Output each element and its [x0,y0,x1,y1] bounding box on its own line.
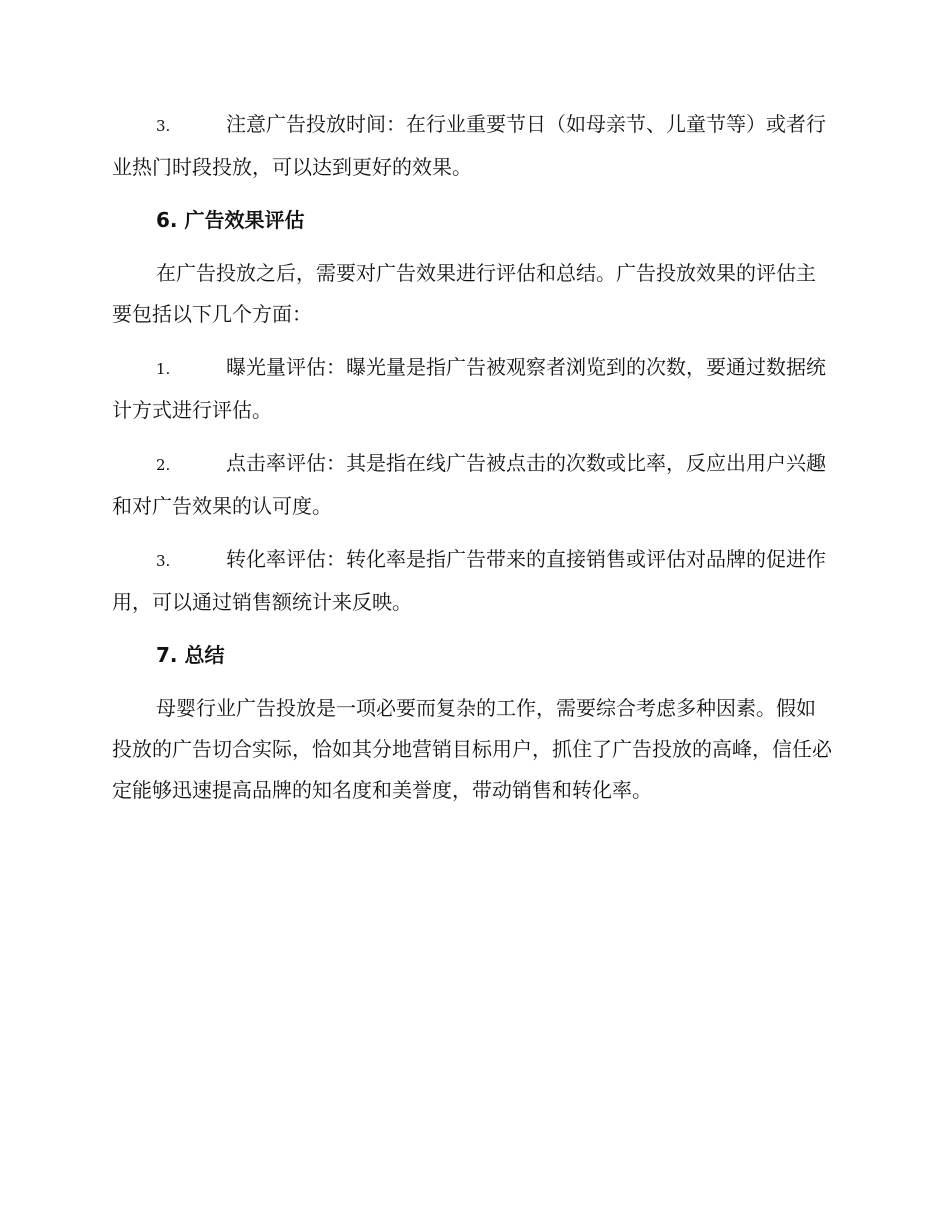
list-text: 点击率评估：其是指在线广告被点击的次数或比率，反应出用户兴趣和对广告效果的认可度。 [112,451,826,518]
section-intro-paragraph: 在广告投放之后，需要对广告效果进行评估和总结。广告投放效果的评估主要包括以下几个方面： [112,261,816,326]
section-heading-summary: 7. 总结 [156,643,225,667]
list-item-timing [112,104,834,188]
list-item-conversion [112,539,834,623]
list-number: 2. [156,456,171,474]
list-text: 注意广告投放时间：在行业重要节日（如母亲节、儿童节等）或者行业热门时段投放，可以达到更好的效果。 [112,112,826,179]
list-text: 转化率评估：转化率是指广告带来的直接销售或评估对品牌的促进作用，可以通过销售额统计来反映。 [112,547,826,614]
summary-paragraph: 母婴行业广告投放是一项必要而复杂的工作，需要综合考虑多种因素。假如投放的广告切合实际，恰如其分地营销目标用户，抓住了广告投放的高峰，信任必定能够迅速提高品牌的知名度和美誉度，带动销售和转化率。 [112,696,832,802]
list-text: 曝光量评估：曝光量是指广告被观察者浏览到的次数，要通过数据统计方式进行评估。 [112,355,826,422]
section-heading-evaluation: 6. 广告效果评估 [156,208,305,232]
document-page [112,104,834,823]
list-number: 3. [156,117,171,135]
list-number: 3. [156,552,171,570]
list-number: 1. [156,360,171,378]
list-item-ctr [112,443,834,527]
list-item-exposure [112,347,834,431]
